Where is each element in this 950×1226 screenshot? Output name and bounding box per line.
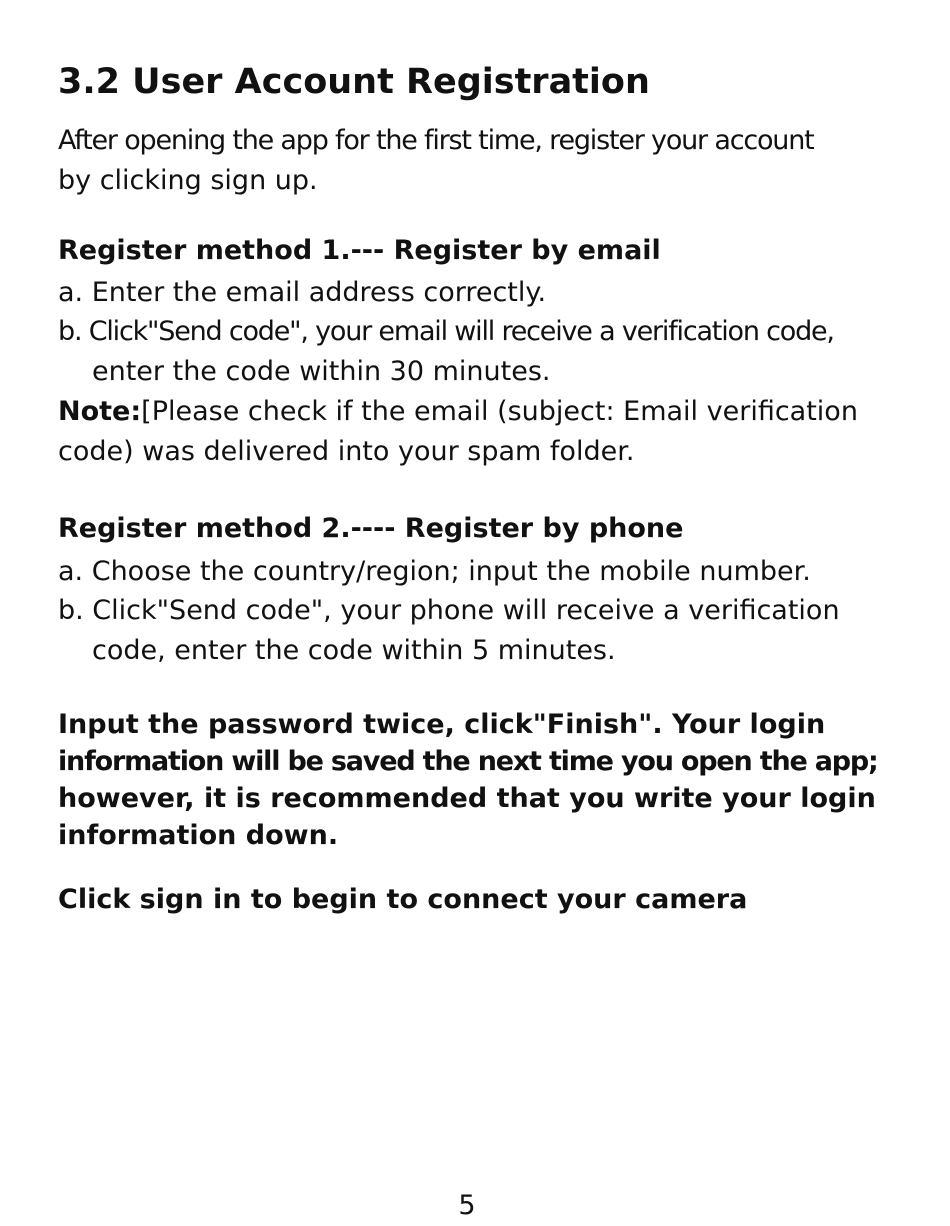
intro-line-2: by clicking sign up.	[58, 165, 318, 196]
method1-step-a: a. Enter the email address correctly.	[58, 277, 547, 308]
method1-note-line-2: code) was delivered into your spam folder.	[58, 436, 635, 467]
method2-step-a: a. Choose the country/region; input the mobile number.	[58, 556, 811, 587]
password-line-3: however, it is recommended that you write your login	[58, 783, 876, 814]
method2-step-b-line-2: code, enter the code within 5 minutes.	[92, 635, 616, 666]
password-line-2: information will be saved the next time you open the app;	[58, 746, 878, 777]
method2-step-b-line-1: b. Click"Send code", your phone will receive a verification	[58, 595, 840, 626]
page-number: 5	[458, 1190, 476, 1221]
method1-step-b-line-2: enter the code within 30 minutes.	[92, 356, 551, 387]
method1-step-b-line-1: b. Click"Send code", your email will receive a verification code,	[58, 316, 834, 347]
section-title: 3.2 User Account Registration	[58, 62, 650, 102]
note-label: Note:	[58, 396, 142, 427]
password-line-1: Input the password twice, click"Finish". Your login	[58, 709, 826, 740]
method1-heading: Register method 1.--- Register by email	[58, 235, 661, 266]
note-text: [Please check if the email (subject: Email verification	[141, 396, 858, 427]
password-line-4: information down.	[58, 820, 339, 851]
method2-heading: Register method 2.---- Register by phone	[58, 513, 684, 544]
intro-line-1: After opening the app for the first time, register your account	[58, 125, 814, 156]
signin-instruction: Click sign in to begin to connect your camera	[58, 884, 748, 915]
method1-note-line-1	[58, 392, 858, 432]
